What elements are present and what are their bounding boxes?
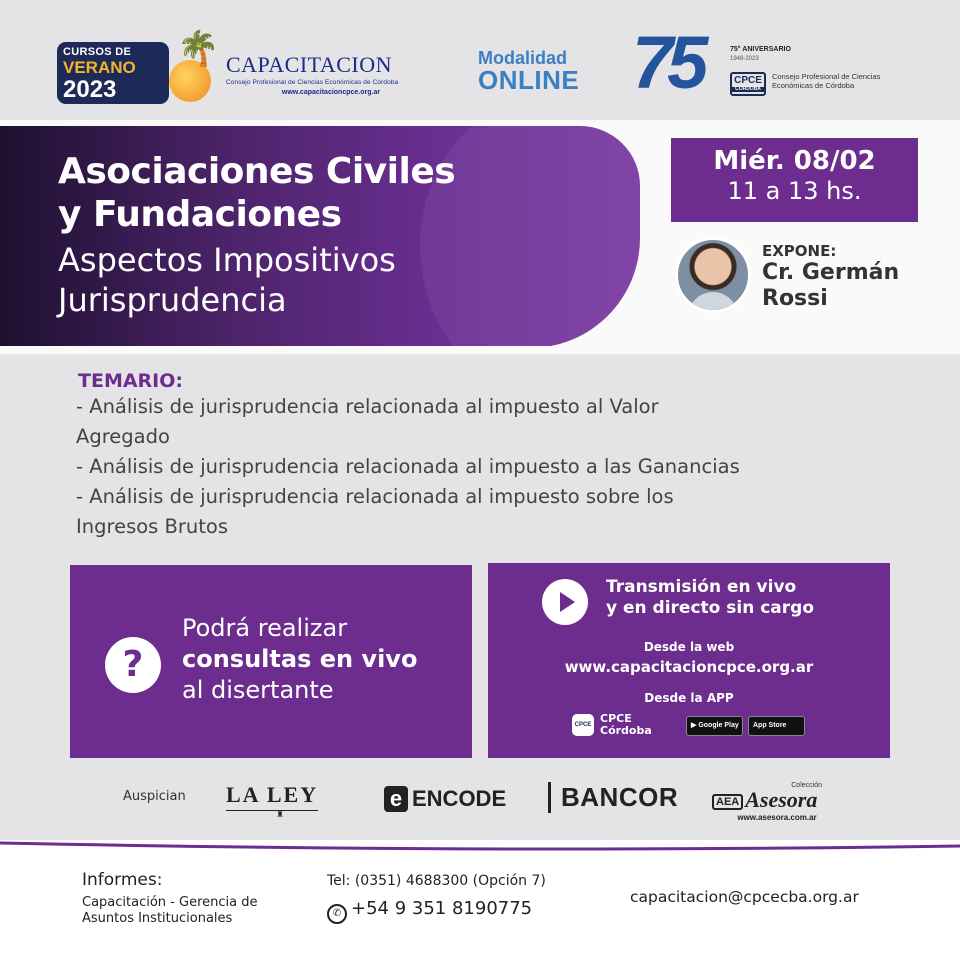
seventy-five-mark: 75 [632, 21, 703, 104]
cursos-verano-badge [57, 29, 220, 108]
google-play-label: Google Play [698, 722, 739, 729]
play-icon[interactable] [542, 579, 588, 625]
question-icon: ? [105, 637, 161, 693]
google-play-button[interactable]: ▶ Google Play [686, 716, 743, 736]
transmision-title-line1: Transmisión en vivo [606, 577, 797, 597]
course-subtitle [58, 240, 396, 320]
informes-dept: Capacitación - Gerencia de Asuntos Institucionales [82, 895, 258, 926]
encode-logo [384, 786, 506, 812]
date-box [671, 138, 918, 222]
transmision-title [606, 577, 814, 619]
capacitacion-url: www.capacitacioncpce.org.ar [281, 89, 381, 96]
capacitacion-logo [226, 52, 436, 96]
aniversario-years: 1948-2023 [730, 56, 759, 62]
temario-section [78, 370, 898, 542]
modalidad-label: Modalidad [478, 48, 567, 68]
whatsapp-number: +54 9 351 8190775 [351, 898, 533, 919]
cpce-app-name-line2: Córdoba [600, 724, 652, 737]
header [0, 0, 960, 130]
email-link[interactable]: capacitacion@cpcecba.org.ar [630, 888, 859, 906]
asesora-url: www.asesora.com.ar [737, 813, 817, 822]
speaker-block [762, 242, 899, 312]
temario-item: - Análisis de jurisprudencia relacionada al impuesto sobre los [76, 485, 674, 508]
app-store-button[interactable] [748, 716, 805, 736]
palm-tree-icon: 🌴 [177, 29, 220, 69]
bancor-logo: BANCOR [548, 782, 678, 813]
course-subtitle-line2: Jurisprudencia [58, 281, 287, 319]
laley-emblem-icon: ♜ [276, 810, 285, 820]
temario-item: Ingresos Brutos [76, 515, 229, 538]
encode-name: ENCODE [412, 786, 507, 811]
consejo-label: Consejo Profesional de Ciencias Económicas de Córdoba [772, 72, 881, 90]
badge-line2: VERANO [63, 58, 136, 77]
speaker-avatar [675, 237, 751, 313]
web-url-link[interactable]: www.capacitacioncpce.org.ar [564, 658, 814, 676]
modalidad-online-logo [478, 48, 598, 96]
cpce-logo-sub: CÓRDOBA [732, 87, 764, 92]
asesora-mark-icon: AEA [712, 794, 743, 810]
consultas-text [182, 613, 417, 706]
badge-line1: CURSOS DE [63, 46, 132, 58]
encode-mark-icon: e [384, 786, 408, 812]
capacitacion-title: CAPACITACION [226, 52, 393, 77]
online-label: ONLINE [478, 65, 580, 95]
asesora-name [712, 787, 842, 813]
temario-item: Agregado [76, 425, 170, 448]
laley-logo: LA LEY [226, 782, 318, 811]
informes-title: Informes: [82, 870, 163, 890]
course-title [58, 150, 455, 236]
section-divider [0, 346, 960, 354]
whatsapp-icon: ✆ [327, 904, 347, 924]
consultas-line2 [182, 644, 417, 675]
consultas-line3: al disertante [182, 676, 334, 704]
sponsors-label: Auspician [123, 789, 186, 804]
avatar-shirt [688, 292, 738, 313]
cpce-app-icon[interactable]: CPCE [572, 714, 594, 736]
temario-title: TEMARIO: [78, 370, 184, 392]
phone-number[interactable]: Tel: (0351) 4688300 (Opción 7) [327, 873, 546, 889]
capacitacion-subtitle: Consejo Profesional de Ciencias Económicas de Córdoba [226, 79, 399, 86]
asesora-logo [712, 782, 842, 822]
event-date: Miér. 08/02 [713, 146, 876, 176]
app-label: Desde la APP [644, 691, 734, 705]
transmision-title-line2: y en directo sin cargo [606, 598, 815, 618]
consultas-box [70, 565, 472, 758]
app-store-label: App Store [753, 722, 787, 729]
cpce-app-name [600, 713, 652, 737]
temario-item: - Análisis de jurisprudencia relacionada al impuesto a las Ganancias [76, 455, 740, 478]
course-title-line2: y Fundaciones [58, 194, 342, 235]
speaker-name-line1: Cr. Germán [762, 260, 900, 285]
transmision-box [488, 563, 890, 758]
web-label: Desde la web [643, 640, 735, 654]
speaker-name-line2: Rossi [762, 286, 828, 311]
aniversario-label: 75° ANIVERSARIO [730, 46, 791, 53]
speaker-label: EXPONE: [762, 242, 837, 260]
asesora-name-text: Asesora [745, 787, 818, 812]
cpce-app-name-line1: CPCE [600, 712, 632, 725]
event-time: 11 a 13 hs. [727, 177, 862, 205]
asesora-coleccion: Colección [791, 782, 822, 789]
consultas-line1: Podrá realizar [182, 614, 348, 642]
whatsapp-contact[interactable] [327, 898, 532, 924]
badge-line3: 2023 [63, 76, 117, 103]
course-title-line1: Asociaciones Civiles [58, 151, 456, 192]
course-subtitle-line1: Aspectos Impositivos [58, 241, 396, 279]
footer-wave-line [0, 840, 960, 854]
footer [0, 840, 960, 960]
consultas-line2-bold: consultas en vivo [182, 645, 418, 673]
cpce-logo-icon [730, 72, 766, 96]
cpce-logo-main: CPCE [734, 75, 762, 86]
temario-item: - Análisis de jurisprudencia relacionada al impuesto al Valor [76, 395, 659, 418]
hero-banner [0, 126, 640, 348]
aniversario-logo [632, 21, 882, 116]
